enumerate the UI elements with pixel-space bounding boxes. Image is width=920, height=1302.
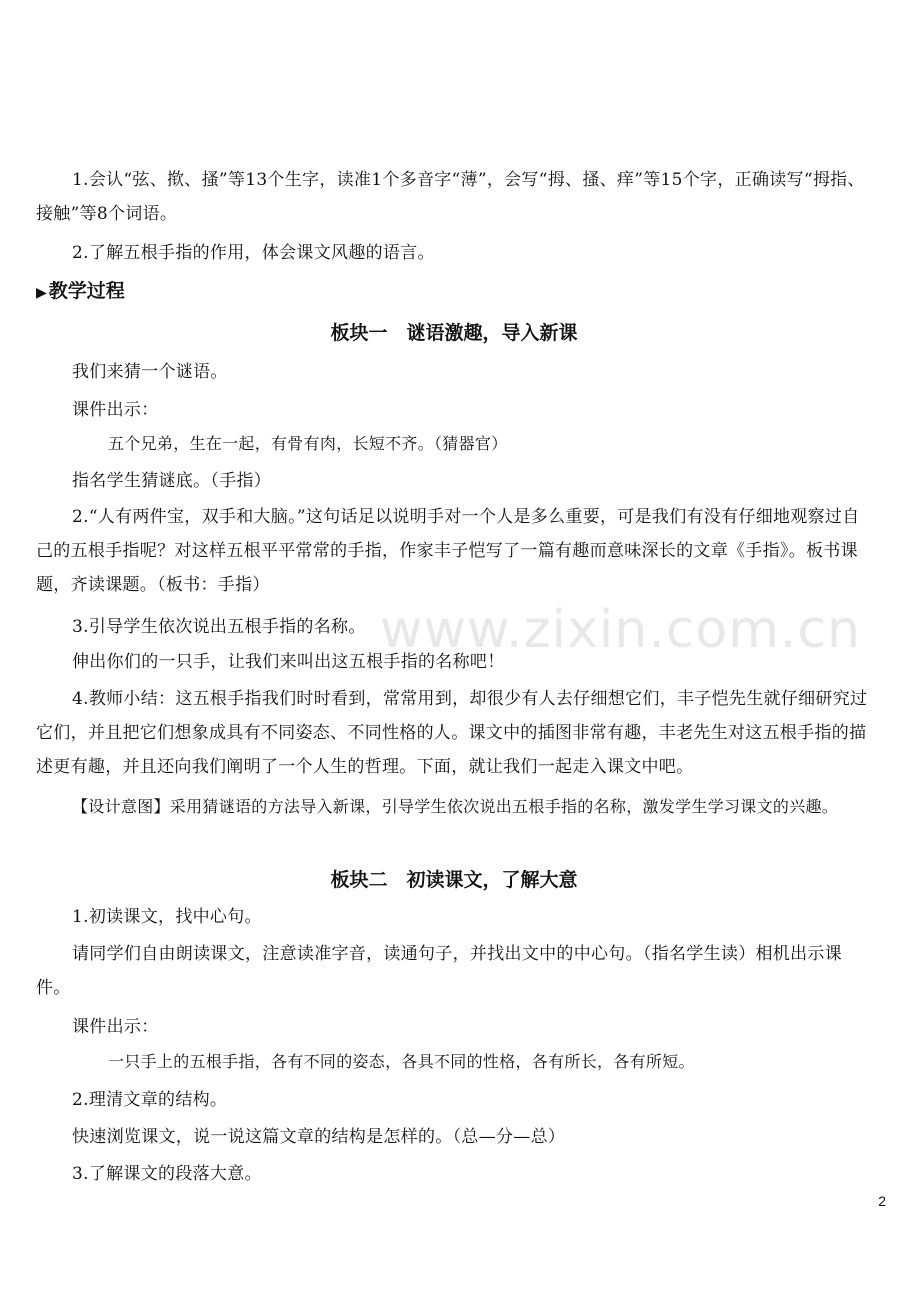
teaching-process-heading <box>36 276 125 303</box>
section-1-p2: 课件出示： <box>72 400 159 420</box>
section-2-p1: 1.初读课文，找中心句。 <box>72 907 262 927</box>
design-intent: 【设计意图】采用猜谜语的方法导入新课，引导学生依次说出五根手指的名称，激发学生学习课文的兴趣。 <box>72 797 839 816</box>
section-2-p2: 请同学们自由朗读课文，注意读准字音，读通句子，并找出文中的中心句。（指名学生读）相机出示课件。 <box>36 944 842 998</box>
section-2-p3: 课件出示： <box>72 1017 159 1037</box>
objective-2: 2.了解五根手指的作用，体会课文风趣的语言。 <box>72 243 435 263</box>
section-1-p3: 指名学生猜谜底。（手指） <box>72 471 272 491</box>
objective-1: 1.会认“弦、揿、搔”等13个生字，读准1个多音字“薄”，会写“拇、搔、痒”等15个字，正确读写“拇指、接触”等8个词语。 <box>36 170 865 224</box>
triangle-marker-icon: ▶ <box>36 285 47 301</box>
section-1-p7: 4.教师小结：这五根手指我们时时看到，常常用到，却很少有人去仔细想它们，丰子恺先生就仔细研究过它们，并且把它们想象成具有不同姿态、不同性格的人。课文中的插图非常有趣，丰老先生对这五根手指的描述更有趣，并且还向我们阐明了一个人生的哲理。下面，就让我们一起走入课文中吧。 <box>36 689 868 777</box>
section-1-p6: 伸出你们的一只手，让我们来叫出这五根手指的名称吧！ <box>72 652 505 672</box>
section-1-p1: 我们来猜一个谜语。 <box>72 362 228 382</box>
watermark-text: www.zixin.com.cn <box>380 600 861 660</box>
section-2-p5: 快速浏览课文，说一说这篇文章的结构是怎样的。（总—分—总） <box>72 1127 566 1147</box>
section-1-quote: 五个兄弟，生在一起，有骨有肉，长短不齐。（猜器官） <box>108 434 508 453</box>
section-2-quote: 一只手上的五根手指，各有不同的姿态，各具不同的性格，各有所长，各有所短。 <box>108 1052 695 1071</box>
teaching-process-title: 教学过程 <box>48 280 125 302</box>
section-1-p4: 2.“人有两件宝，双手和大脑。”这句话足以说明手对一个人是多么重要，可是我们有没有仔细地观察过自己的五根手指呢？对这样五根平平常常的手指，作家丰子恺写了一篇有趣而意味深长的文章《手指》。板书课题，齐读课题。（板书：手指） <box>36 507 860 595</box>
section-1-title: 板块一 谜语激趣，导入新课 <box>330 322 578 344</box>
section-2-p6: 3.了解课文的段落大意。 <box>72 1164 262 1184</box>
section-2-p4: 2.理清文章的结构。 <box>72 1090 228 1110</box>
section-2-title: 板块二 初读课文，了解大意 <box>330 869 578 891</box>
section-1-p5: 3.引导学生依次说出五根手指的名称。 <box>72 617 366 637</box>
page-number: 2 <box>878 1193 886 1209</box>
